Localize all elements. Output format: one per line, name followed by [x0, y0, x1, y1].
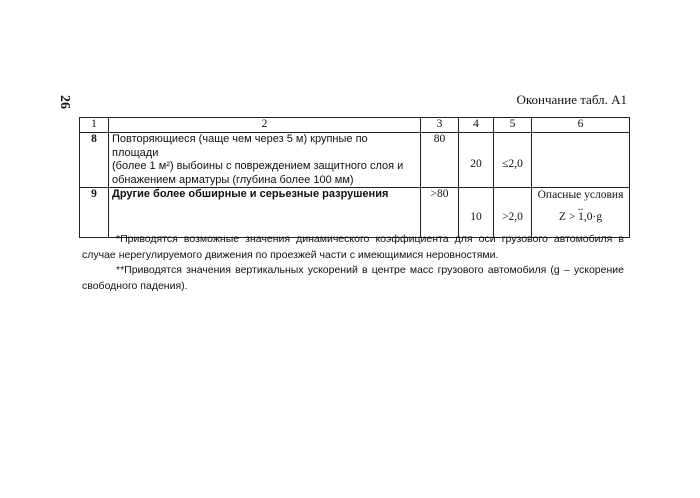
- header-col-6: 6: [532, 118, 630, 133]
- header-col-4: 4: [459, 118, 494, 133]
- row-number: 9: [80, 188, 109, 238]
- page-number: 26: [57, 95, 72, 109]
- row-col-4: 20: [459, 133, 494, 188]
- footnotes: [82, 232, 624, 294]
- table-row: [80, 188, 630, 238]
- row-description: [109, 188, 421, 238]
- row-col-3: 80: [421, 133, 459, 188]
- description-line: (более 1 м²) выбоины с повреждением защитного слоя и: [112, 160, 404, 172]
- description-line: Повторяющиеся (чаще чем через 5 м) крупные по площади: [112, 133, 368, 159]
- condition-dots: ..: [577, 200, 584, 213]
- row-col-6: [532, 188, 630, 238]
- footnote-1: *Приводятся возможные значения динамического коэффициента для оси грузового автомобиля в случае нерегулируемого движения по проезжей части с имеющимися неровностями.: [82, 233, 624, 261]
- row-col-6: [532, 133, 630, 188]
- header-col-3: 3: [421, 118, 459, 133]
- data-table: [79, 117, 630, 238]
- description-line: Другие более обширные и серьезные разрушения: [112, 188, 389, 200]
- footnote-2: **Приводятся значения вертикальных ускорений в центре масс грузового автомобиля (g – ускорение свободного падения).: [82, 264, 624, 292]
- row-col-3: >80: [421, 188, 459, 238]
- condition-label: Опасные условия: [537, 189, 624, 201]
- row-col-5: >2,0: [494, 188, 532, 238]
- row-description: [109, 133, 421, 188]
- table-caption: Окончание табл. А1: [516, 92, 627, 107]
- table-header-row: [80, 118, 630, 133]
- condition-formula: Z > 1,0·g: [558, 210, 603, 223]
- header-col-2: 2: [109, 118, 421, 133]
- row-col-4: 10: [459, 188, 494, 238]
- header-col-5: 5: [494, 118, 532, 133]
- header-col-1: 1: [80, 118, 109, 133]
- description-line: обнажением арматуры (глубина более 100 мм): [112, 173, 354, 186]
- table-row: [80, 133, 630, 188]
- row-number: 8: [80, 133, 109, 188]
- row-col-5: ≤2,0: [494, 133, 532, 188]
